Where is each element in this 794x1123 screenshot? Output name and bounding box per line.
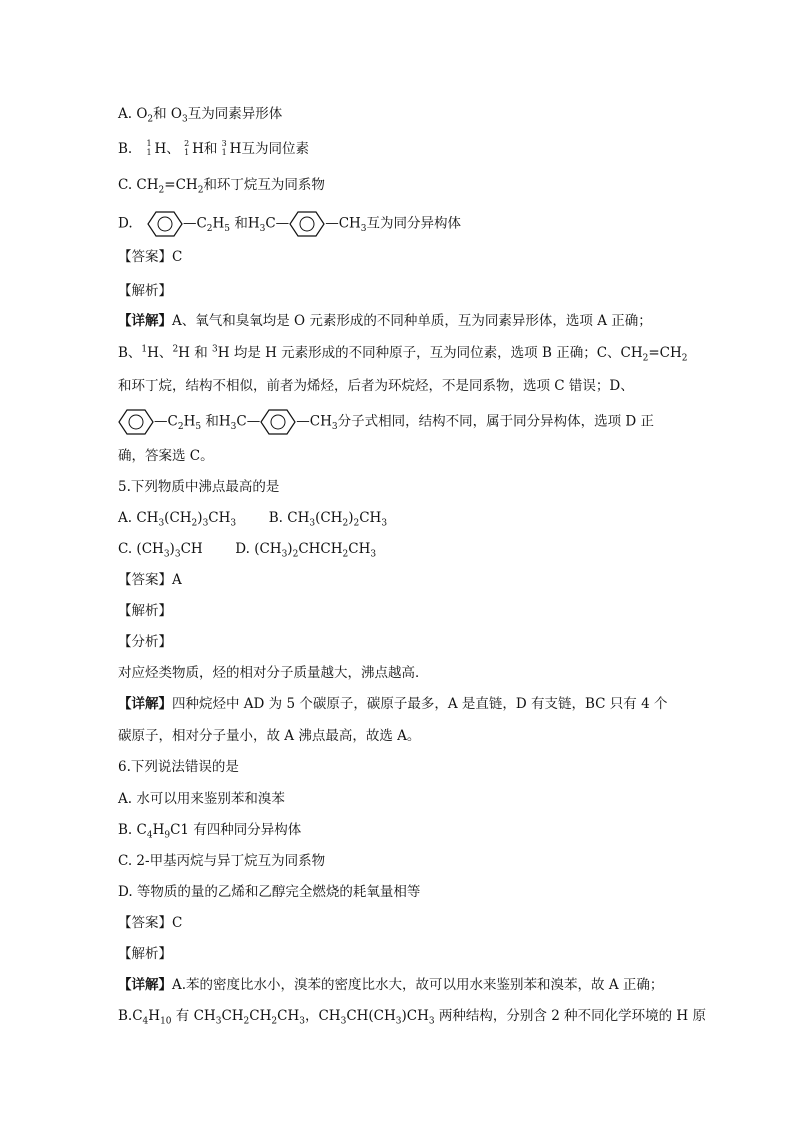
q4-option-a: A. $O_2$和 $O_3$互为同素异形体: [118, 106, 283, 125]
q4-detail-line-2: B、$^1$H、$^2$H 和 $^3$H 均是 H 元素形成的不同种原子，互为同位素，选项 B 正确；C、$CH_2=CH_2$: [118, 344, 688, 364]
q4-option-c: C. $CH_2=CH_2$和环丁烷互为同系物: [118, 177, 325, 196]
q5-option-d: D. $(CH_3)_2CHCH_2CH_3$: [235, 541, 377, 560]
q5-stem: 5.下列物质中沸点最高的是: [118, 479, 280, 495]
q6-stem: 6.下列说法错误的是: [118, 759, 239, 775]
isotope-mark: 3 1: [221, 139, 227, 157]
q5-detail-line-1: 【详解】四种烷烃中 AD 为 5 个碳原子，碳原子最多，A 是直链，D 有支链，BC 只有 4 个: [118, 696, 668, 712]
q4-detail-line-5: 确，答案选 C。: [118, 448, 214, 464]
benzene-ring-icon: [147, 210, 183, 238]
q4-option-d: D. $—C_2H_5$ 和$H_3C—$ $—CH_3$互为同分异构体: [118, 210, 461, 238]
q6-analysis-heading: 【解析】: [118, 946, 172, 962]
q5-fenxi-text: 对应烃类物质，烃的相对分子质量越大，沸点越高．: [118, 665, 429, 681]
q6-option-d: D. 等物质的量的乙烯和乙醇完全燃烧的耗氧量相等: [118, 884, 421, 900]
q6-option-a: A. 水可以用来鉴别苯和溴苯: [118, 791, 285, 807]
q4-detail-line-3: 和环丁烷，结构不相似，前者为烯烃，后者为环烷烃，不是同系物，选项 C 错误；D、: [118, 378, 634, 394]
q5-option-b: B. $CH_3(CH_2)_2CH_3$: [268, 510, 388, 529]
isotope-mark: 1 1: [146, 139, 152, 157]
q5-options-ab: [118, 508, 387, 528]
benzene-ring-icon: [289, 210, 325, 238]
q6-option-c: C. 2-甲基丙烷与异丁烷互为同系物: [118, 853, 326, 869]
q6-answer: 【答案】C: [118, 915, 183, 931]
q5-analysis-heading: 【解析】: [118, 603, 172, 619]
q5-detail-line-2: 碳原子，相对分子量小，故 A 沸点最高，故选 A。: [118, 728, 421, 744]
benzene-ring-icon: [260, 408, 296, 436]
q5-fenxi-heading: 【分析】: [118, 634, 172, 650]
q6-detail-line-2: $B.C_4H_{10}$ 有 $CH_3CH_2CH_2CH_3$，$CH_3CH(CH_3)CH_3$ 两种结构，分别含 2 种不同化学环境的 H 原: [118, 1008, 706, 1027]
isotope-mark: 2 1: [184, 139, 190, 157]
q4-analysis-heading: 【解析】: [118, 283, 172, 299]
benzene-ring-icon: [118, 408, 154, 436]
q5-option-c: C. $(CH_3)_3CH$: [118, 541, 203, 560]
q6-option-b: B. $C_4H_9C1$ 有四种同分异构体: [118, 822, 302, 841]
q4-detail-line-1: 【详解】A、氧气和臭氧均是 O 元素形成的不同种单质，互为同素异形体，选项 A 正确；: [118, 313, 652, 329]
q5-option-a: A. $CH_3(CH_2)_3CH_3$: [118, 510, 237, 529]
q4-detail-line-4: $—C_2H_5$ 和$H_3C—$ $—CH_3$分子式相同，结构不同，属于同分异构体，选项 D 正: [118, 408, 654, 436]
q4-option-b: B. 1 1 H、 2 1 H和 3 1 H互为同位素: [118, 139, 309, 157]
q4-answer: 【答案】C: [118, 249, 183, 265]
q6-detail-line-1: 【详解】A.苯的密度比水小，溴苯的密度比水大，故可以用水来鉴别苯和溴苯，故 A 正确；: [118, 977, 664, 993]
q5-options-cd: [118, 539, 376, 559]
q5-answer: 【答案】A: [118, 572, 182, 588]
